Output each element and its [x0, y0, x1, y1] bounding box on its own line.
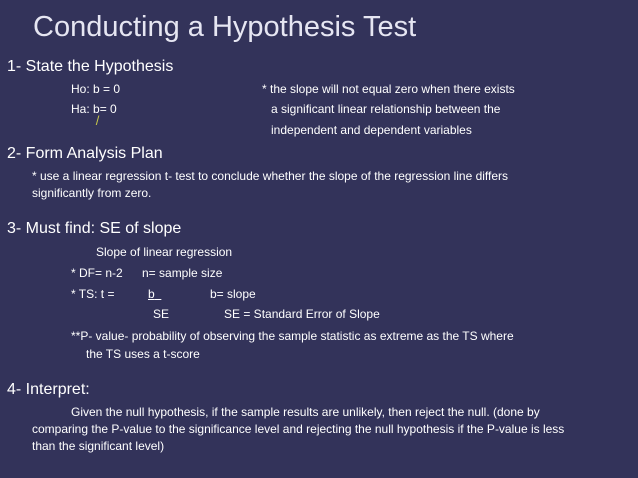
analysis-plan-line2: significantly from zero. [32, 186, 152, 200]
hypothesis-note-line1: * the slope will not equal zero when there exists [262, 82, 515, 96]
sample-size-definition: n= sample size [142, 266, 223, 280]
test-statistic-label: * TS: t = [71, 287, 115, 301]
step1-heading: 1- State the Hypothesis [7, 58, 174, 75]
degrees-of-freedom: * DF= n-2 [71, 266, 123, 280]
ha-prefix: Ha: b [71, 102, 100, 116]
interpret-line1: Given the null hypothesis, if the sample results are unlikely, then reject the null. (done by [71, 405, 540, 419]
not-equal-slash: / [95, 113, 100, 128]
ts-denominator: SE [153, 307, 170, 321]
slope-label: Slope of linear regression [96, 245, 233, 259]
ha-suffix: = 0 [99, 102, 117, 116]
null-hypothesis: Ho: b = 0 [71, 82, 121, 96]
ts-numerator-text: b [148, 287, 155, 301]
interpret-line2: comparing the P-value to the significance level and rejecting the null hypothesis if the P-value is less [32, 422, 565, 436]
step3-heading: 3- Must find: SE of slope [7, 220, 182, 237]
p-value-line1: **P- value- probability of observing the sample statistic as extreme as the TS where [71, 329, 514, 343]
hypothesis-note-line2: a significant linear relationship between the [271, 102, 501, 116]
p-value-line2: the TS uses a t-score [86, 347, 200, 361]
ts-numerator [148, 287, 166, 302]
step2-heading: 2- Form Analysis Plan [7, 145, 163, 162]
slope-definition: b= slope [210, 287, 256, 301]
alternative-hypothesis [71, 102, 117, 128]
slide-title: Conducting a Hypothesis Test [33, 11, 417, 43]
analysis-plan-line1: * use a linear regression t- test to conclude whether the slope of the regression line differs [32, 169, 509, 183]
standard-error-definition: SE = Standard Error of Slope [224, 307, 380, 321]
hypothesis-note-line3: independent and dependent variables [271, 123, 472, 137]
step4-heading: 4- Interpret: [7, 381, 90, 398]
interpret-line3: than the significant level) [32, 439, 165, 453]
